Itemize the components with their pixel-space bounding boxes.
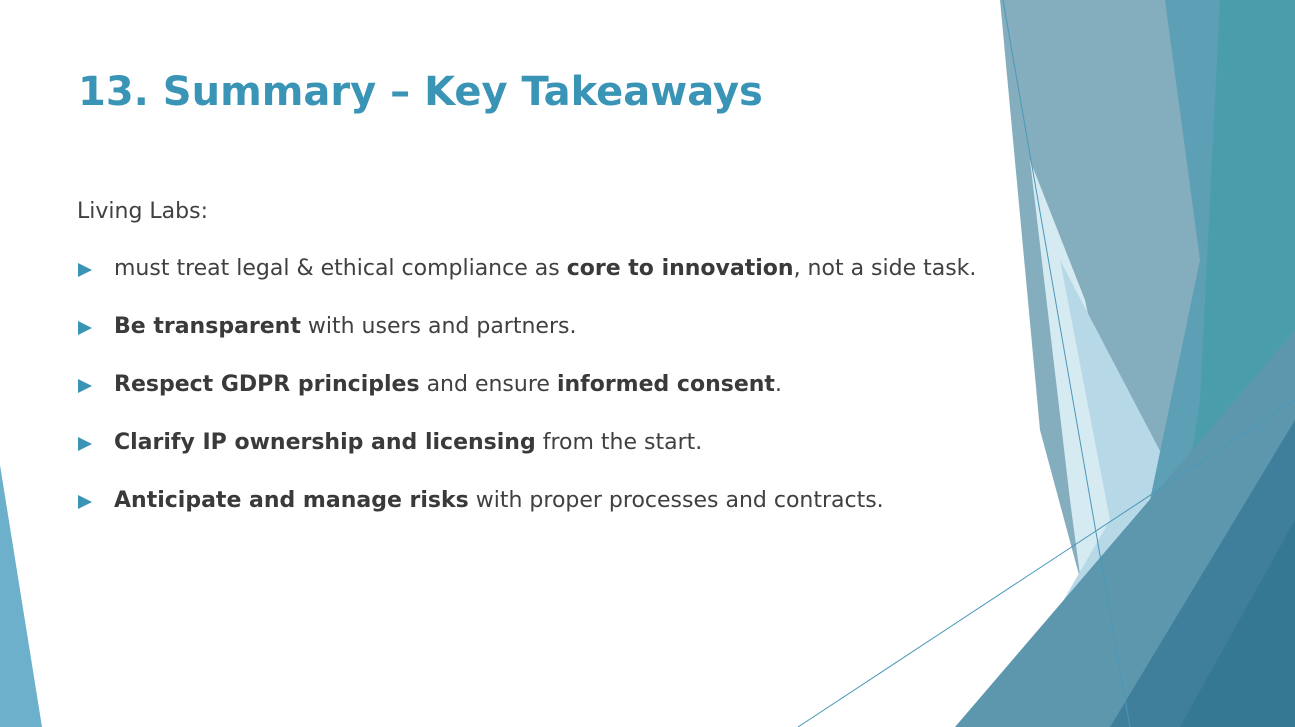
- bullet-text: and ensure: [419, 372, 557, 397]
- bullet-text: from the start.: [535, 430, 703, 455]
- bullet-text: with users and partners.: [300, 314, 577, 339]
- triangle-right-icon: [78, 437, 92, 451]
- bullet-text: .: [774, 372, 782, 397]
- bullet-bold-text: Be transparent: [114, 314, 301, 339]
- bullet-bold-text: Respect GDPR principles: [114, 372, 420, 397]
- triangle-right-icon: [78, 379, 92, 393]
- triangle-right-icon: [78, 495, 92, 509]
- list-item: [76, 254, 976, 312]
- bullet-text: must treat legal & ethical compliance as: [114, 256, 567, 281]
- intro-label: Living Labs:: [77, 199, 208, 224]
- slide-title: 13. Summary – Key Takeaways: [78, 69, 763, 115]
- left-edge-shape: [0, 465, 42, 727]
- bullet-bold-text: Anticipate and manage risks: [114, 488, 469, 513]
- takeaways-list: [76, 254, 976, 544]
- list-item: [76, 370, 976, 428]
- triangle-right-icon: [78, 263, 92, 277]
- bullet-bold-text: core to innovation: [566, 256, 794, 281]
- triangle-right-icon: [78, 321, 92, 335]
- bullet-text: with proper processes and contracts.: [468, 488, 884, 513]
- list-item: [76, 486, 976, 544]
- bullet-bold-text: Clarify IP ownership and licensing: [114, 430, 536, 455]
- bullet-text: , not a side task.: [793, 256, 977, 281]
- list-item: [76, 312, 976, 370]
- bullet-bold-text: informed consent: [556, 372, 775, 397]
- list-item: [76, 428, 976, 486]
